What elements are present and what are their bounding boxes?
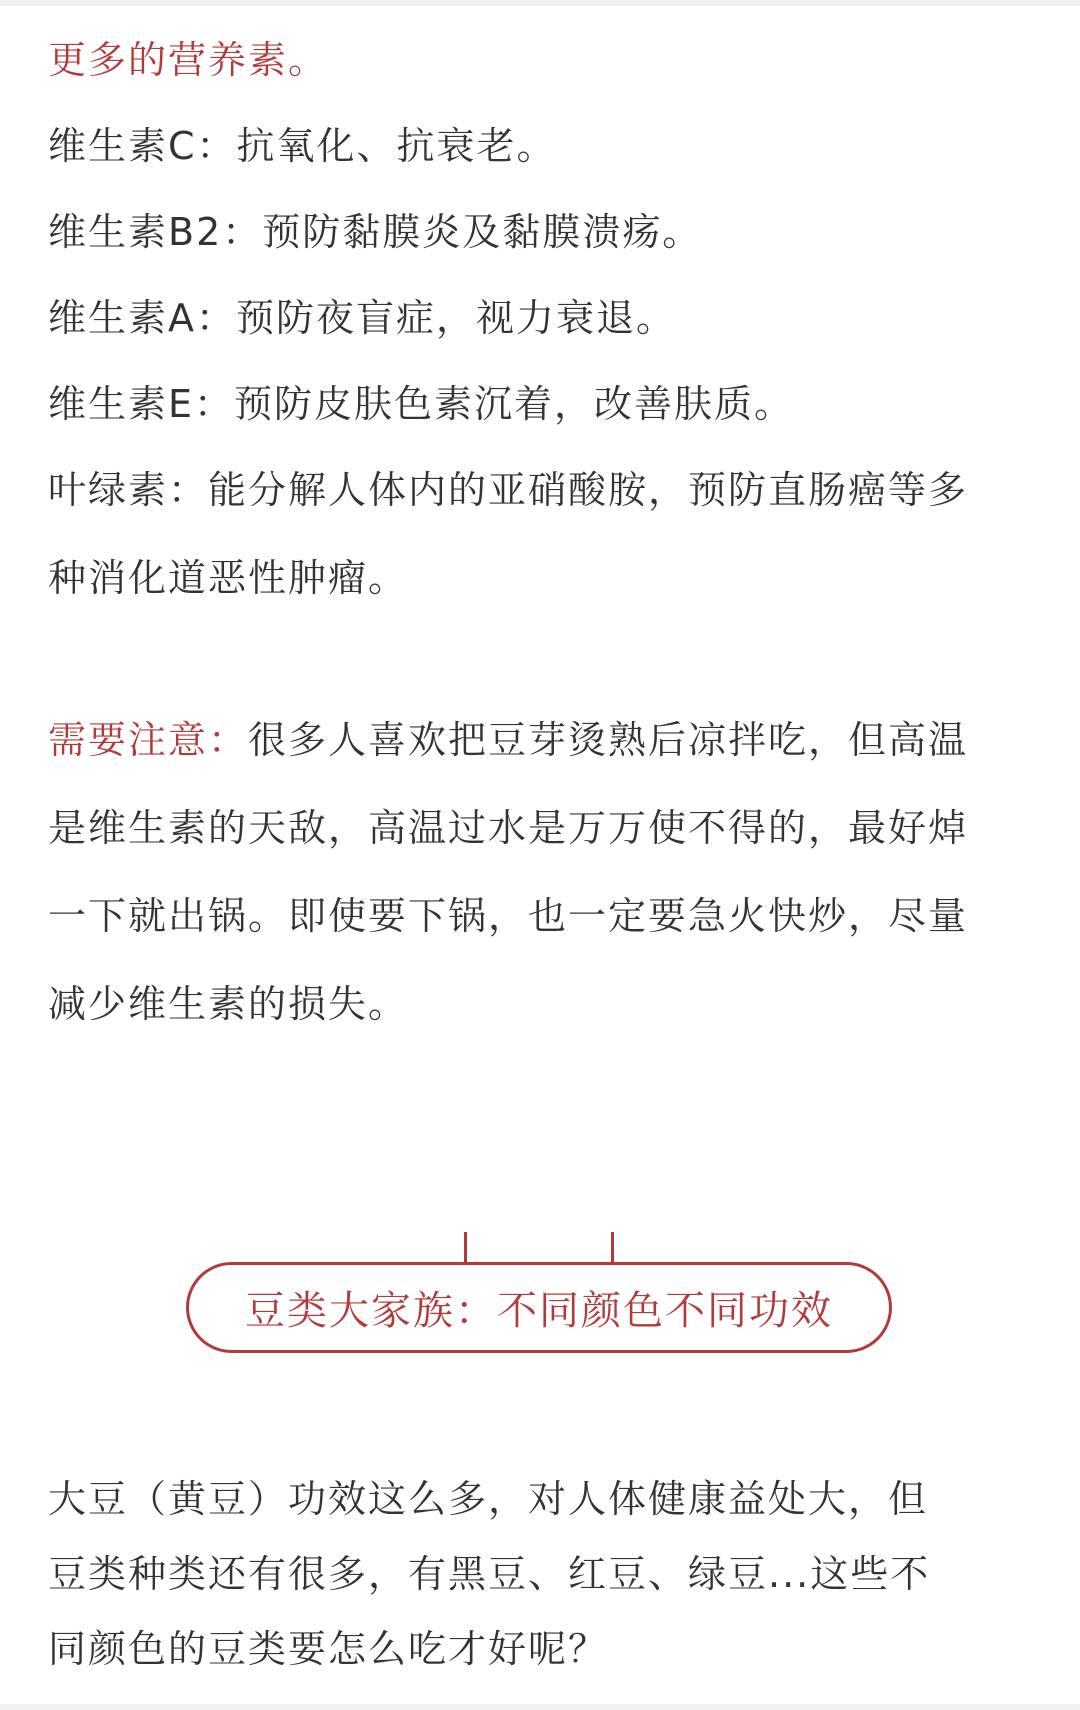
closing-line-2: 豆类种类还有很多，有黑豆、红豆、绿豆...这些不 bbox=[48, 1552, 931, 1596]
note-line-2: 是维生素的天敌，高温过水是万万使不得的，最好焯 bbox=[48, 806, 969, 850]
note-paragraph bbox=[48, 696, 1033, 1048]
chlorophyll-line-1: 叶绿素：能分解人体内的亚硝酸胺，预防直肠癌等多 bbox=[48, 468, 969, 512]
closing-line-1: 大豆（黄豆）功效这么多，对人体健康益处大，但 bbox=[48, 1477, 929, 1521]
vitamin-c-line: 维生素C：抗氧化、抗衰老。 bbox=[48, 124, 557, 168]
chlorophyll-line-2: 种消化道恶性肿瘤。 bbox=[48, 556, 409, 600]
closing-line-3: 同颜色的豆类要怎么吃才好呢？ bbox=[48, 1627, 609, 1671]
note-text-1: 很多人喜欢把豆芽烫熟后凉拌吃，但高温 bbox=[248, 718, 969, 762]
note-line-1 bbox=[48, 696, 1033, 784]
note-line-3: 一下就出锅。即使要下锅，也一定要急火快炒，尽量 bbox=[48, 894, 969, 938]
section-heading-box bbox=[186, 1262, 892, 1353]
note-label: 需要注意： bbox=[48, 718, 249, 762]
chlorophyll-paragraph bbox=[48, 446, 1033, 622]
section-tag-stem-left bbox=[464, 1232, 467, 1264]
closing-paragraph bbox=[48, 1462, 1033, 1687]
vitamin-e-line: 维生素E：预防皮肤色素沉着，改善肤质。 bbox=[48, 382, 795, 426]
article-body bbox=[48, 30, 1033, 622]
bottom-divider bbox=[0, 1704, 1080, 1710]
top-divider bbox=[0, 0, 1080, 6]
section-heading: 豆类大家族：不同颜色不同功效 bbox=[245, 1288, 833, 1334]
section-tag-stem-right bbox=[611, 1232, 614, 1264]
note-line-4: 减少维生素的损失。 bbox=[48, 982, 409, 1026]
vitamin-b2-line: 维生素B2：预防黏膜炎及黏膜溃疡。 bbox=[48, 210, 703, 254]
vitamin-a-line: 维生素A：预防夜盲症，视力衰退。 bbox=[48, 296, 676, 340]
nutrients-heading: 更多的营养素。 bbox=[48, 38, 329, 82]
